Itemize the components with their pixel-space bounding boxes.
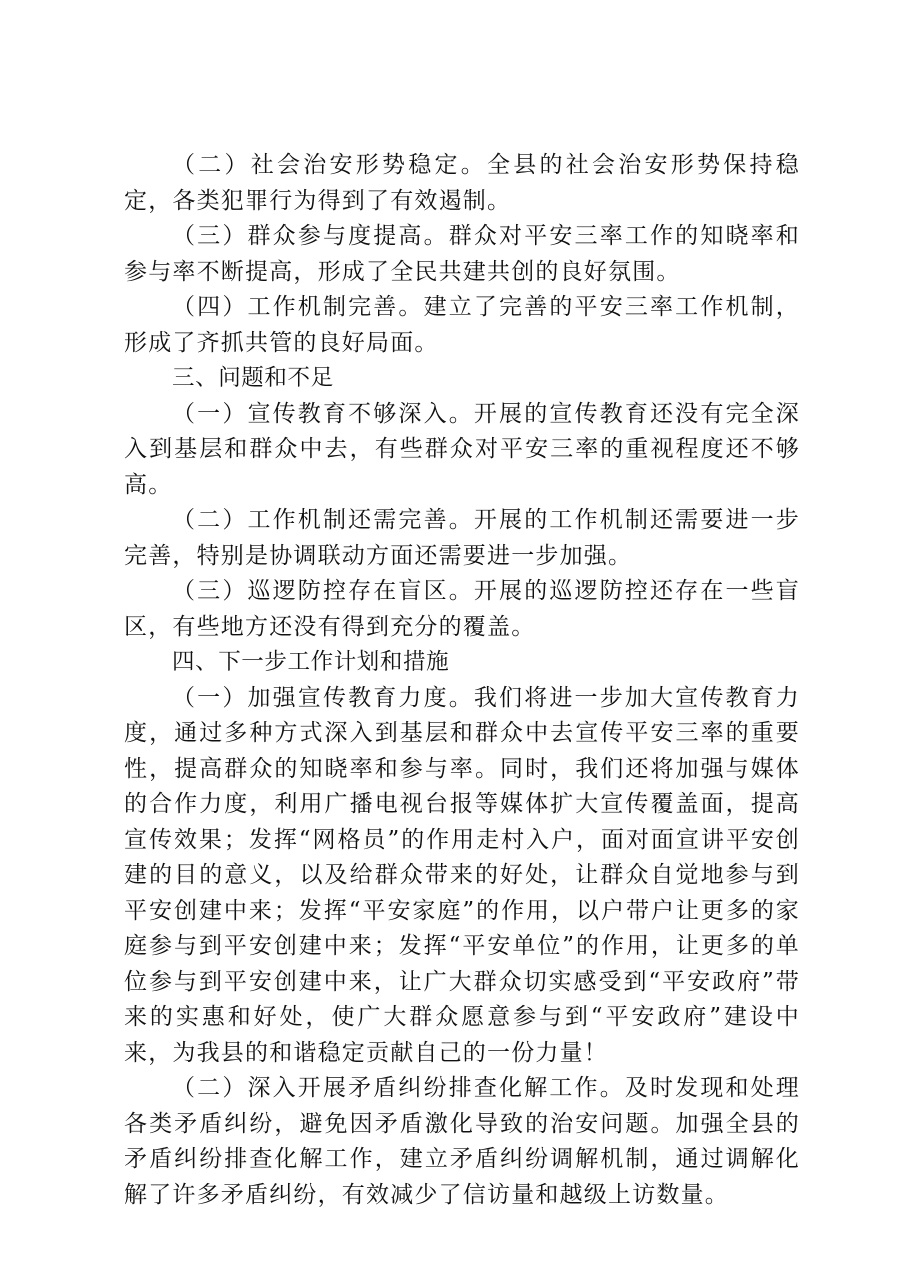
- para-patrol-blind-spots: （三）巡逻防控存在盲区。开展的巡逻防控还存在一些盲区，有些地方还没有得到充分的覆盖。: [124, 578, 800, 640]
- para-social-order-stable: （二）社会治安形势稳定。全县的社会治安形势保持稳定，各类犯罪行为得到了有效遏制。: [124, 152, 800, 214]
- document-body: [124, 148, 800, 1213]
- para-publicity-insufficient: （一）宣传教育不够深入。开展的宣传教育还没有完全深入到基层和群众中去，有些群众对平安三率的重视程度还不够高。: [124, 400, 800, 498]
- para-strengthen-publicity: （一）加强宣传教育力度。我们将进一步加大宣传教育力度，通过多种方式深入到基层和群众中去宣传平安三率的重要性，提高群众的知晓率和参与率。同时，我们还将加强与媒体的合作力度，利用广播电视台报等媒体扩大宣传覆盖面，提高宣传效果；发挥“网格员”的作用走村入户，面对面宣讲平安创建的目的意义，以及给群众带来的好处，让群众自觉地参与到平安创建中来；发挥“平安家庭”的作用，以户带户让更多的家庭参与到平安创建中来；发挥“平安单位”的作用，让更多的单位参与到平安创建中来，让广大群众切实感受到“平安政府”带来的实惠和好处，使广大群众愿意参与到“平安政府”建设中来，为我县的和谐稳定贡献自己的一份力量！: [124, 684, 800, 1066]
- para-public-participation: （三）群众参与度提高。群众对平安三率工作的知晓率和参与率不断提高，形成了全民共建共创的良好氛围。: [124, 223, 800, 285]
- para-work-mechanism: （四）工作机制完善。建立了完善的平安三率工作机制，形成了齐抓共管的良好局面。: [124, 294, 800, 356]
- heading-next-steps: 四、下一步工作计划和措施: [172, 649, 450, 675]
- para-mechanism-improve: （二）工作机制还需完善。开展的工作机制还需要进一步完善，特别是协调联动方面还需要进一步加强。: [124, 507, 800, 569]
- heading-problems: 三、问题和不足: [172, 365, 334, 391]
- para-dispute-resolution: （二）深入开展矛盾纠纷排查化解工作。及时发现和处理各类矛盾纠纷，避免因矛盾激化导致的治安问题。加强全县的矛盾纠纷排查化解工作，建立矛盾纠纷调解机制，通过调解化解了许多矛盾纠纷，有效减少了信访量和越级上访数量。: [124, 1075, 800, 1208]
